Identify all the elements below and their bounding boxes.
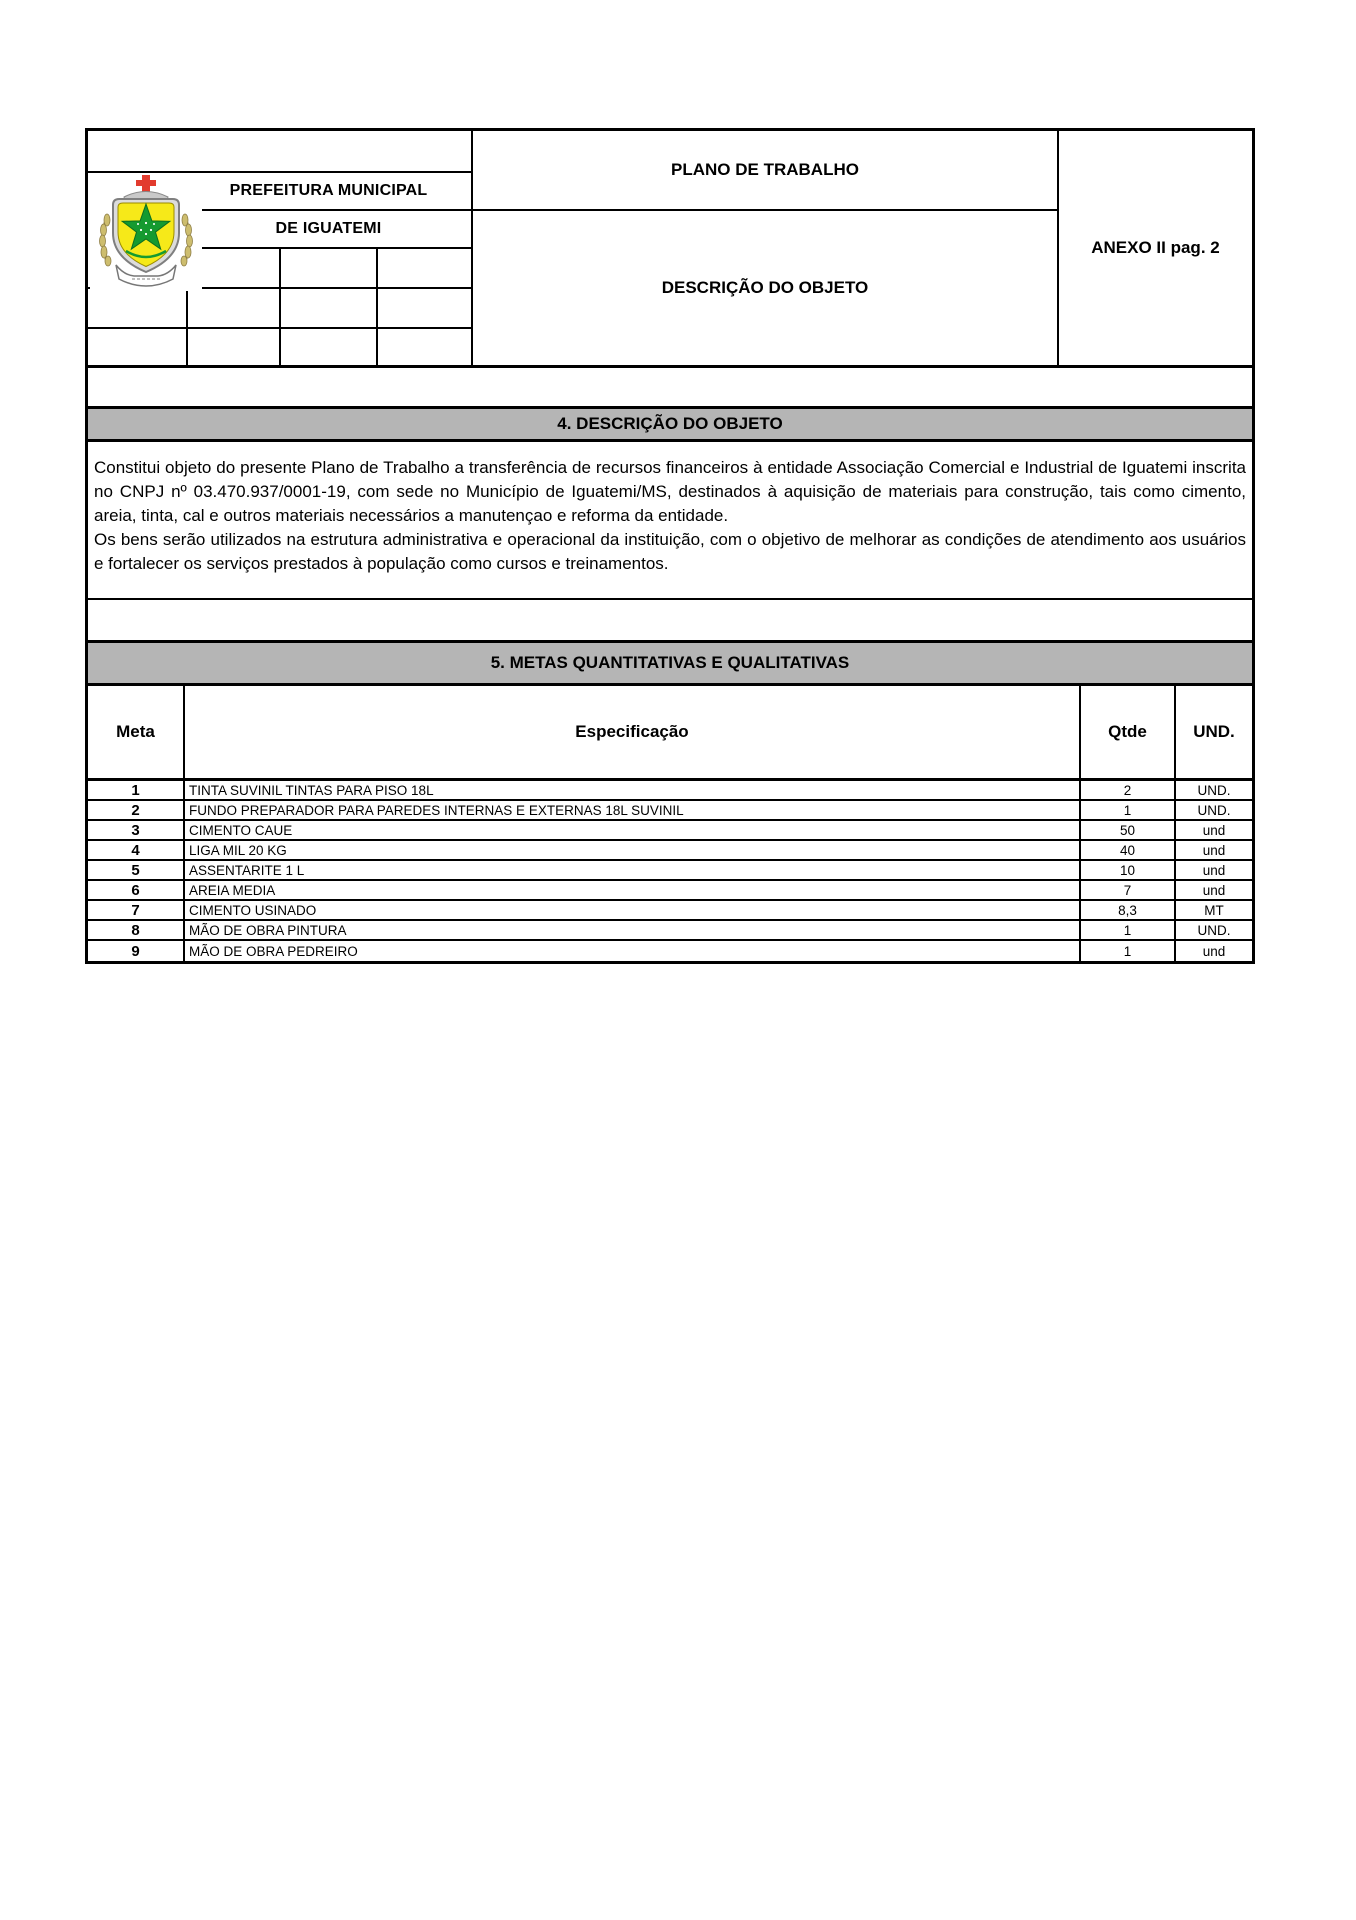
row-qtde: 2 — [1079, 781, 1174, 799]
col-header-und: UND. — [1174, 686, 1252, 778]
row-qtde: 1 — [1079, 941, 1174, 961]
table-row — [88, 821, 1252, 841]
row-meta: 6 — [131, 881, 140, 899]
header-grid-cell — [376, 289, 471, 327]
row-meta: 2 — [131, 801, 140, 819]
header-grid-cell — [279, 249, 376, 287]
row-spec: TINTA SUVINIL TINTAS PARA PISO 18L — [183, 781, 1079, 799]
doc-title: PLANO DE TRABALHO — [473, 131, 1057, 211]
section4-banner — [88, 406, 1252, 442]
row-qtde: 8,3 — [1079, 901, 1174, 919]
table-row — [88, 801, 1252, 821]
table-row — [88, 941, 1252, 961]
doc-subtitle: DESCRIÇÃO DO OBJETO — [661, 278, 869, 297]
row-qtde: 7 — [1079, 881, 1174, 899]
object-description-paragraph-1: Constitui objeto do presente Plano de Trabalho a transferência de recursos financeiros à entidade Associação Comercial e Industrial de Iguatemi inscrita no CNPJ nº 03.470.937/0001-19, com sede no Município de Iguatemi/MS, destinados à aquisição de materiais para construção, tais como cimento, areia, tinta, cal e outros materiais necessários a manutençao e reforma da entidade. — [94, 458, 1246, 525]
metas-table-body — [88, 781, 1252, 961]
table-row — [88, 841, 1252, 861]
row-qtde: 10 — [1079, 861, 1174, 879]
header-grid-row — [88, 289, 471, 329]
row-spec: MÃO DE OBRA PINTURA — [183, 921, 1079, 939]
header-grid-cell — [186, 329, 279, 365]
header-grid-cell — [88, 329, 186, 365]
row-spec: MÃO DE OBRA PEDREIRO — [183, 941, 1079, 961]
object-description-paragraph-2: Os bens serão utilizados na estrutura administrativa e operacional da instituição, com o objetivo de melhorar as condições de atendimento aos usuários e fortalecer os serviços prestados à população como cursos e treinamentos. — [94, 530, 1246, 573]
row-meta: 5 — [131, 861, 140, 879]
row-und: UND. — [1174, 801, 1252, 819]
table-row — [88, 781, 1252, 801]
row-spec: LIGA MIL 20 KG — [183, 841, 1079, 859]
object-description — [88, 442, 1252, 600]
table-row — [88, 901, 1252, 921]
org-name-line1: PREFEITURA MUNICIPAL — [186, 173, 471, 211]
row-und: und — [1174, 881, 1252, 899]
row-und: und — [1174, 821, 1252, 839]
section4-title: 4. DESCRIÇÃO DO OBJETO — [557, 414, 783, 433]
row-spec: FUNDO PREPARADOR PARA PAREDES INTERNAS E EXTERNAS 18L SUVINIL — [183, 801, 1079, 819]
table-row — [88, 881, 1252, 901]
col-header-qtde: Qtde — [1079, 686, 1174, 778]
header-grid-cell — [376, 249, 471, 287]
row-qtde: 40 — [1079, 841, 1174, 859]
header-grid-cell — [186, 289, 279, 327]
table-row — [88, 861, 1252, 881]
header-grid-cell — [279, 329, 376, 365]
row-meta: 4 — [131, 841, 140, 859]
section5-title: 5. METAS QUANTITATIVAS E QUALITATIVAS — [490, 653, 850, 672]
col-header-meta: Meta — [116, 722, 155, 741]
row-meta: 8 — [131, 921, 140, 939]
table-row — [88, 921, 1252, 941]
row-spec: CIMENTO USINADO — [183, 901, 1079, 919]
row-und: UND. — [1174, 921, 1252, 939]
row-und: und — [1174, 941, 1252, 961]
row-und: UND. — [1174, 781, 1252, 799]
row-qtde: 50 — [1079, 821, 1174, 839]
header-left-block — [88, 131, 473, 365]
section5-banner — [88, 640, 1252, 686]
header-grid-cell — [88, 289, 186, 327]
spacer-band — [88, 600, 1252, 640]
plan-sheet — [85, 128, 1255, 964]
header-grid-cell — [279, 289, 376, 327]
header-grid-cell — [376, 329, 471, 365]
row-qtde: 1 — [1079, 801, 1174, 819]
annex-label: ANEXO II pag. 2 — [1091, 238, 1220, 257]
org-name-line2: DE IGUATEMI — [186, 211, 471, 250]
row-meta: 1 — [131, 781, 140, 799]
coat-of-arms-icon — [90, 173, 202, 291]
row-qtde: 1 — [1079, 921, 1174, 939]
row-spec: CIMENTO CAUE — [183, 821, 1079, 839]
spacer-band — [88, 368, 1252, 406]
coat-of-arms-logo — [90, 173, 202, 291]
metas-table-header — [88, 686, 1252, 781]
row-spec: ASSENTARITE 1 L — [183, 861, 1079, 879]
row-und: MT — [1174, 901, 1252, 919]
header-middle-block — [473, 131, 1059, 365]
row-und: und — [1174, 841, 1252, 859]
row-und: und — [1174, 861, 1252, 879]
header-grid-row — [88, 329, 471, 365]
document-header — [88, 131, 1252, 368]
row-meta: 3 — [131, 821, 140, 839]
row-meta: 7 — [131, 901, 140, 919]
header-empty-row — [88, 131, 471, 173]
col-header-especificacao: Especificação — [183, 686, 1079, 778]
row-spec: AREIA MEDIA — [183, 881, 1079, 899]
row-meta: 9 — [131, 942, 140, 960]
